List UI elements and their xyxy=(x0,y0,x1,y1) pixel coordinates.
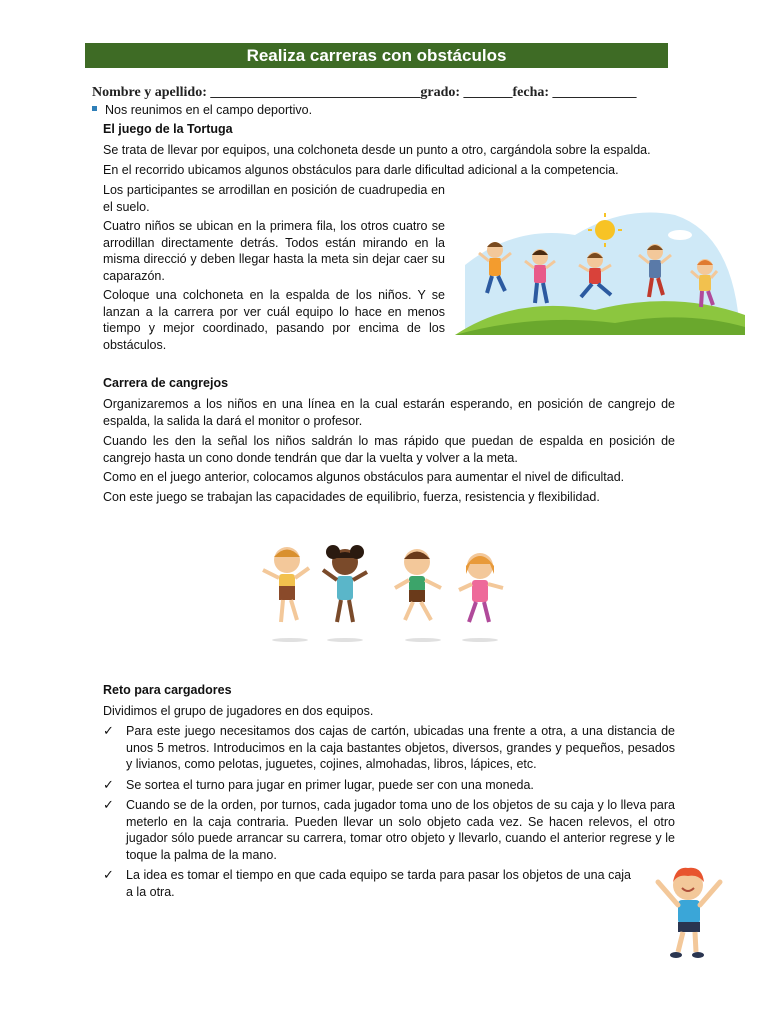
section-heading-reto: Reto para cargadores xyxy=(103,683,232,697)
paragraph: Coloque una colchoneta en la espalda de los niños. Y se lanzan a la carrera por ver cuál equipo lo hace en menos tiempo y mejor coordinado, pasando por encima de los obstáculos. xyxy=(103,288,445,352)
section-heading-tortuga: El juego de la Tortuga xyxy=(103,122,233,136)
checkmark-icon: ✓ xyxy=(103,797,114,812)
page-title: Realiza carreras con obstáculos xyxy=(85,43,668,68)
paragraph: En el recorrido ubicamos algunos obstáculos para darle dificultad adicional a la competencia. xyxy=(103,163,619,177)
intro-bullet-text: Nos reunimos en el campo deportivo. xyxy=(105,103,313,117)
list-item-text: Cuando se de la orden, por turnos, cada jugador toma uno de los objetos de su caja y lo lleva para meterlo en la caja contraria. Pueden llevar un solo objeto cada vez. Se hacen relevos, el otro jugador sólo puede arrancar su carrera, tomar otro objeto y llevarlo, cuando el anterior regrese y le toque la palma de la mano. xyxy=(126,798,675,862)
intro-bullet xyxy=(92,102,312,119)
section-heading-cangrejos: Carrera de cangrejos xyxy=(103,376,229,390)
checklist xyxy=(103,723,675,904)
kids-jumping-hill-illustration xyxy=(455,185,745,335)
paragraph: Organizaremos a los niños en una línea en la cual estarán esperando, en posición de cangrejo de espalda, la salida la dará el monitor o profesor. xyxy=(103,397,675,428)
list-item-text: Se sortea el turno para jugar en primer lugar, puede ser con una moneda. xyxy=(126,777,534,792)
list-item xyxy=(103,797,675,863)
paragraph: Como en el juego anterior, colocamos algunos obstáculos para aumentar el nivel de dificultad. xyxy=(103,470,625,484)
paragraph: Dividimos el grupo de jugadores en dos equipos. xyxy=(103,704,374,718)
paragraph: Se trata de llevar por equipos, una colchoneta desde un punto a otro, cargándola sobre la espalda. xyxy=(103,143,651,157)
list-item-text: La idea es tomar el tiempo en que cada equipo se tarda para pasar los objetos de una caja a la otra. xyxy=(126,868,631,899)
list-item xyxy=(103,867,631,900)
paragraph: Cuatro niños se ubican en la primera fila, los otros cuatro se arrodillan directamente detrás. Todos están mirando en la misma direcció y deben llegar hasta la meta sin dejar caer su caparazón. xyxy=(103,219,445,283)
checkmark-icon: ✓ xyxy=(103,723,114,738)
square-bullet-icon xyxy=(92,106,97,111)
list-item xyxy=(103,723,675,773)
list-item-text: Para este juego necesitamos dos cajas de cartón, ubicadas una frente a otra, a una distancia de unos 5 metros. Introducimos en la caja bastantes objetos, diversos, grandes y pequeños, pesados y livianos, como pelotas, juguetes, cojines, almohadas, libros, lápices, etc. xyxy=(126,724,675,771)
paragraph: Los participantes se arrodillan en posición de cuadrupedia en el suelo. xyxy=(103,183,445,214)
four-kids-jumping-illustration xyxy=(255,540,510,645)
paragraph: Cuando les den la señal los niños saldrán lo mas rápido que puedan de espalda en posición de cangrejo hasta un cono donde tendrán que dar la vuelta y volver a la meta. xyxy=(103,434,675,465)
checkmark-icon: ✓ xyxy=(103,867,114,882)
list-item xyxy=(103,777,675,794)
kid-jumping-illustration xyxy=(640,860,735,970)
paragraph: Con este juego se trabajan las capacidades de equilibrio, fuerza, resistencia y flexibilidad. xyxy=(103,490,600,504)
checkmark-icon: ✓ xyxy=(103,776,114,792)
name-grade-date-line: Nombre y apellido: ______________________________grado: _______fecha: ____________ xyxy=(92,85,637,100)
